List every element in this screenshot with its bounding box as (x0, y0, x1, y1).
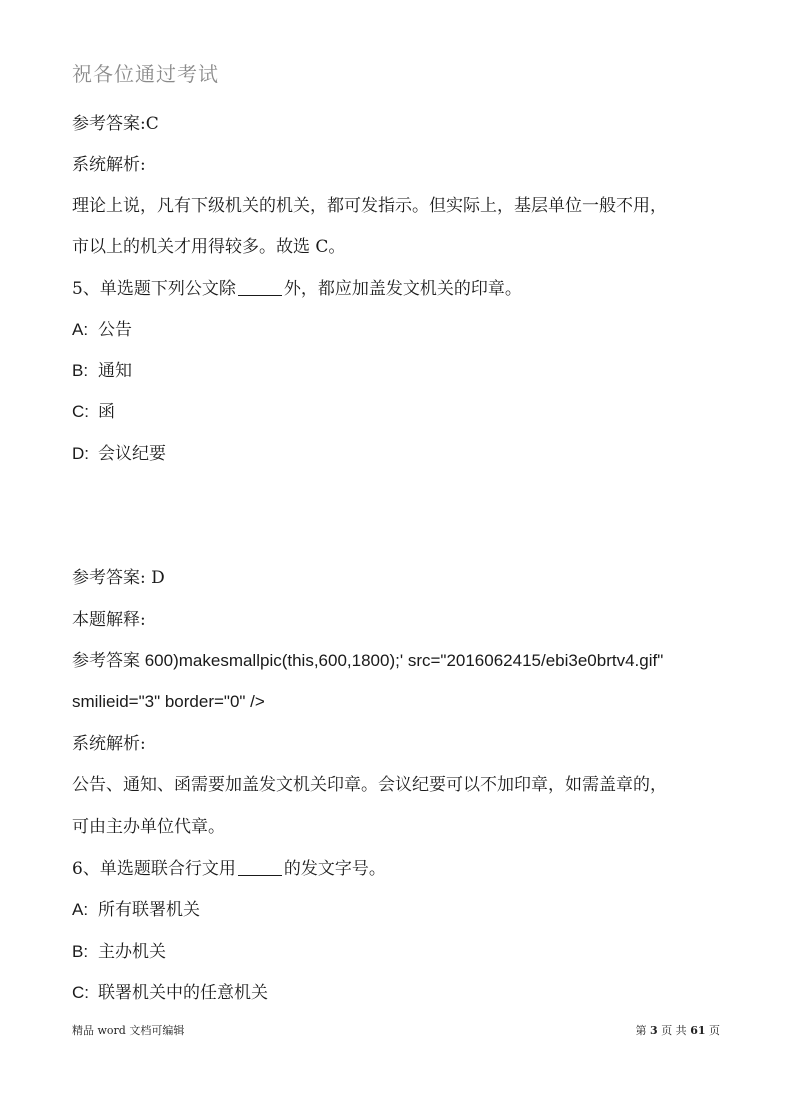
prev-analysis-text-2: 市以上的机关才用得较多。故选 C。 (72, 237, 346, 257)
q5-answer-line: 参考答案: D (72, 568, 165, 588)
q6-option-a (72, 898, 200, 922)
q5-stem-after: 外，都应加盖发文机关的印章。 (283, 279, 522, 299)
page-suffix: 页 (709, 1024, 720, 1037)
option-key: A: (72, 320, 89, 339)
option-text: 函 (98, 402, 115, 422)
q5-analysis-text-1: 公告、通知、函需要加盖发文机关印章。会议纪要可以不加印章，如需盖章的， (72, 775, 667, 795)
q6-option-c (72, 981, 268, 1005)
q5-option-a (72, 318, 132, 342)
option-key: C: (72, 983, 89, 1002)
option-key: B: (72, 361, 89, 380)
q5-option-d (72, 442, 166, 466)
option-text: 所有联署机关 (98, 900, 200, 920)
option-key: A: (72, 900, 89, 919)
q5-code-line-2: smilieid="3" border="0" /> (72, 692, 265, 711)
option-key: D: (72, 444, 89, 463)
q6-stem-before: 6、单选题联合行文用 (72, 859, 236, 879)
q6-stem-after: 的发文字号。 (283, 859, 386, 879)
q5-option-c (72, 400, 115, 424)
q6-option-b (72, 940, 166, 964)
option-text: 联署机关中的任意机关 (98, 983, 268, 1003)
option-key: C: (72, 402, 89, 421)
option-text: 公告 (98, 320, 132, 340)
footer-note: 精品 word 文档可编辑 (72, 1024, 185, 1037)
q5-option-b (72, 359, 132, 383)
option-key: B: (72, 942, 89, 961)
q5-stem-before: 5、单选题下列公文除 (72, 279, 236, 299)
prev-answer-line: 参考答案:C (72, 114, 159, 134)
page-number (636, 1022, 720, 1038)
page-total: 61 (690, 1024, 706, 1037)
q6-stem (72, 857, 386, 881)
page-header-title: 祝各位通过考试 (72, 62, 219, 86)
q5-explain-label: 本题解释: (72, 610, 146, 630)
prev-analysis-text-1: 理论上说，凡有下级机关的机关，都可发指示。但实际上，基层单位一般不用， (72, 196, 667, 216)
q6-blank (238, 859, 282, 876)
option-text: 主办机关 (98, 942, 166, 962)
q5-analysis-label: 系统解析: (72, 734, 146, 754)
q5-code-line-1: 参考答案 600)makesmallpic(this,600,1800);' src="2016062415/ebi3e0brtv4.gif" (72, 651, 664, 670)
q5-analysis-text-2: 可由主办单位代章。 (72, 817, 225, 837)
prev-analysis-label: 系统解析: (72, 155, 146, 175)
option-text: 通知 (98, 361, 132, 381)
q5-blank (238, 279, 282, 296)
q5-stem (72, 277, 522, 301)
page-current: 3 (650, 1024, 658, 1037)
option-text: 会议纪要 (98, 444, 166, 464)
page-mid: 页 共 (661, 1024, 687, 1037)
page-prefix: 第 (635, 1024, 647, 1037)
